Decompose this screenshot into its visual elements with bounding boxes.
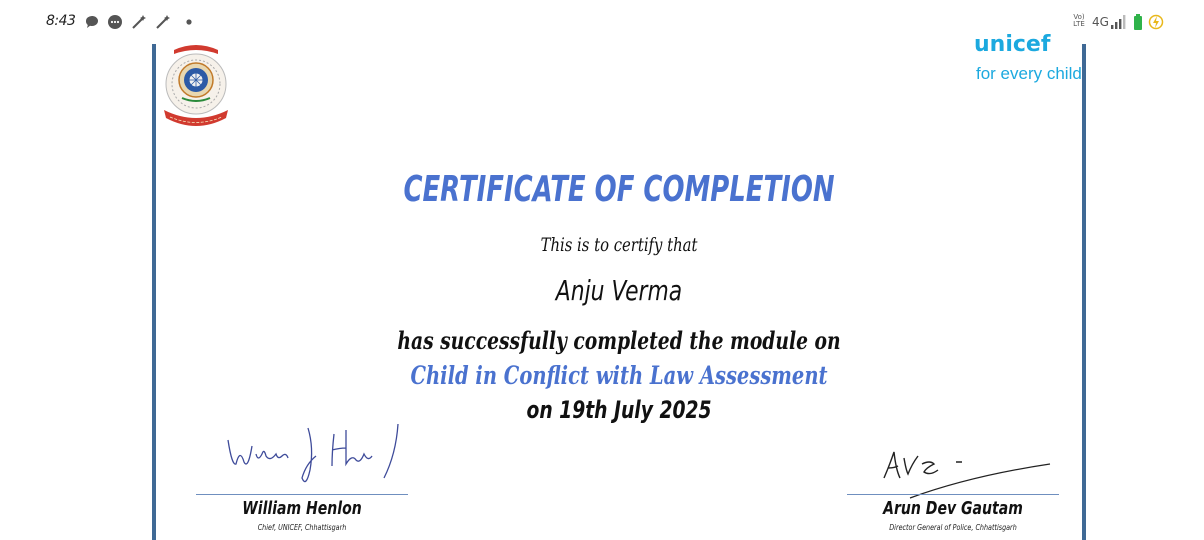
status-time: 8:43 [46, 13, 76, 29]
charging-icon [1148, 14, 1164, 30]
unicef-tagline: for every child [976, 64, 1082, 83]
signature-william-henlon [222, 418, 412, 494]
chat-bubble-icon [84, 14, 100, 30]
signature-arun-dev-gautam [880, 442, 1060, 502]
certificate-border-right [1082, 44, 1086, 540]
signature-line-right [847, 494, 1059, 495]
signatory-role-left: Chief, UNICEF, Chhattisgarh [257, 523, 347, 532]
signature-line-left [196, 494, 408, 495]
volte-indicator: Vo) LTE [1073, 13, 1085, 28]
module-name: Child in Conflict with Law Assessment [410, 361, 828, 390]
battery-icon [1133, 14, 1143, 30]
signatory-name-right: Arun Dev Gautam [883, 498, 1023, 519]
police-seal-logo [160, 44, 232, 132]
unicef-logo: unicef [974, 32, 1051, 52]
signatory-role-right: Director General of Police, Chhattisgarh [889, 523, 1017, 532]
signal-icon [1110, 14, 1126, 30]
completion-date: on 19th July 2025 [526, 396, 712, 424]
certify-line: This is to certify that [540, 234, 698, 256]
recipient-name: Anju Verma [555, 274, 683, 307]
certificate [152, 32, 1086, 540]
notification-dot-icon [181, 14, 197, 30]
signatory-name-left: William Henlon [242, 498, 362, 519]
completion-line: has successfully completed the module on [397, 326, 841, 355]
certificate-border-left [152, 44, 156, 540]
network-type: 4G [1092, 15, 1109, 29]
magic-wand-icon [131, 14, 147, 30]
certificate-title: CERTIFICATE OF COMPLETION [403, 169, 835, 210]
message-more-icon [107, 14, 123, 30]
magic-wand-icon [155, 14, 171, 30]
